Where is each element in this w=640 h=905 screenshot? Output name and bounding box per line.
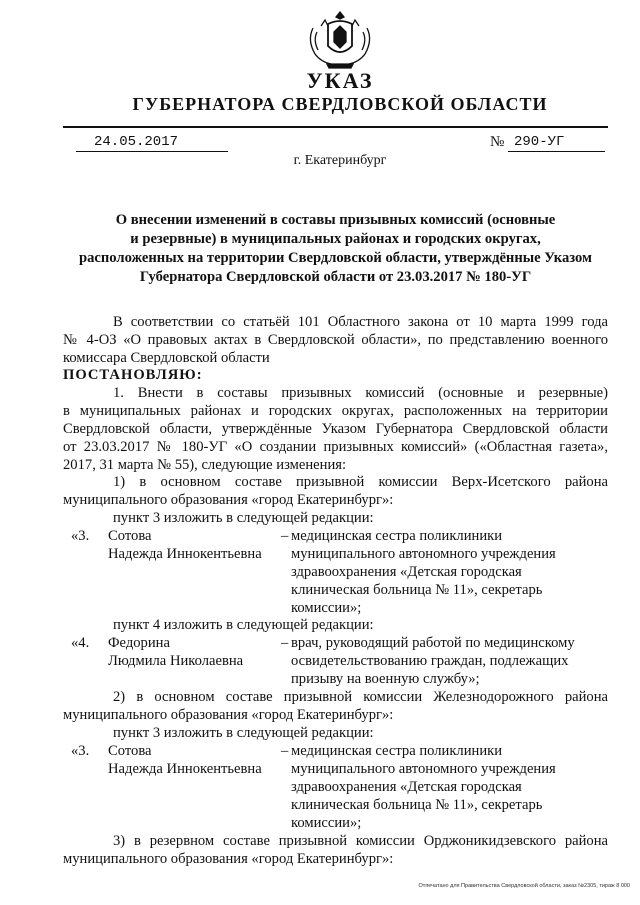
title-line: О внесении изменений в составы призывных комиссий (основные <box>115 212 556 228</box>
coat-of-arms-emblem <box>301 10 379 70</box>
entry-description-line: муниципального автономного учреждения <box>291 761 556 777</box>
issue-city: г. Екатеринбург <box>293 153 387 168</box>
document-title <box>63 211 608 287</box>
subparagraph-line: муниципального образования «город Екатеринбург»: <box>63 851 394 867</box>
item-instruction: пункт 3 изложить в следующей редакции: <box>113 725 374 741</box>
decree-heading: УКАЗ <box>306 68 374 93</box>
preamble-line: № 4-ОЗ «О правовых актах в Свердловской области», по представлению военного <box>63 332 608 348</box>
entry-given-name: Надежда Иннокентьевна <box>108 546 262 562</box>
entry-number: «3. <box>71 743 90 759</box>
entry-number: «4. <box>71 635 90 651</box>
entry-description-line: здравоохранения «Детская городская <box>291 779 522 795</box>
subparagraph-line: муниципального образования «город Екатеринбург»: <box>63 707 394 723</box>
title-line: и резервные) в муниципальных районах и городских округах, <box>130 231 541 247</box>
entry-description-line: освидетельствованию граждан, подлежащих <box>291 653 569 669</box>
paragraph-line: 1. Внести в составы призывных комиссий (основные и резервные) <box>113 385 608 401</box>
entry-description-line: комиссии»; <box>291 600 362 616</box>
entry-dash: – <box>281 743 289 759</box>
entry-surname: Сотова <box>108 528 152 544</box>
entry-description-line: призыву на военную службу»; <box>291 671 480 687</box>
item-instruction: пункт 3 изложить в следующей редакции: <box>113 510 374 526</box>
subparagraph-line: 2) в основном составе призывной комиссии Железнодорожного района <box>113 689 608 705</box>
entry-description-line: муниципального автономного учреждения <box>291 546 556 562</box>
entry-given-name: Людмила Николаевна <box>108 653 244 669</box>
entry-description-line: медицинская сестра поликлиники <box>291 528 503 544</box>
entry-surname: Сотова <box>108 743 152 759</box>
preamble-line: комиссара Свердловской области <box>63 350 270 366</box>
entry-dash: – <box>281 528 289 544</box>
entry-surname: Федорина <box>108 635 170 651</box>
preamble-line: В соответствии со статьёй 101 Областного закона от 10 марта 1999 года <box>113 314 608 330</box>
title-line: расположенных на территории Свердловской области, утверждённые Указом <box>79 250 592 266</box>
issuer-heading: ГУБЕРНАТОРА СВЕРДЛОВСКОЙ ОБЛАСТИ <box>132 94 548 114</box>
decree-date: 24.05.2017 <box>76 134 228 152</box>
paragraph-line: в муниципальных районах и городских округах, расположенных на территории <box>63 403 608 419</box>
decree-word: ПОСТАНОВЛЯЮ: <box>63 367 203 383</box>
subparagraph-line: 3) в резервном составе призывной комиссии Орджоникидзевского района <box>113 833 608 849</box>
subparagraph-line: муниципального образования «город Екатеринбург»: <box>63 492 394 508</box>
decree-number: 290-УГ <box>508 134 605 152</box>
subparagraph-line: 1) в основном составе призывной комиссии Верх-Исетского района <box>113 474 608 490</box>
print-footer: Отпечатано для Правительства Свердловской области, заказ №2305, тираж 8 000 <box>418 883 630 889</box>
title-line: Губернатора Свердловской области от 23.03.2017 № 180-УГ <box>139 269 532 285</box>
entry-number: «3. <box>71 528 90 544</box>
entry-description-line: комиссии»; <box>291 815 362 831</box>
entry-given-name: Надежда Иннокентьевна <box>108 761 262 777</box>
item-instruction: пункт 4 изложить в следующей редакции: <box>113 617 374 633</box>
entry-description-line: здравоохранения «Детская городская <box>291 564 522 580</box>
entry-description-line: медицинская сестра поликлиники <box>291 743 503 759</box>
header-divider <box>63 126 608 128</box>
paragraph-line: 2017, 31 марта № 55), следующие изменения: <box>63 457 347 473</box>
number-label: № <box>490 134 505 150</box>
entry-description-line: врач, руководящий работой по медицинскому <box>291 635 575 651</box>
entry-description-line: клиническая больница № 11», секретарь <box>291 582 543 598</box>
entry-description-line: клиническая больница № 11», секретарь <box>291 797 543 813</box>
paragraph-line: Свердловской области, утверждённые Указом Губернатора Свердловской области <box>63 421 608 437</box>
paragraph-line: от 23.03.2017 № 180-УГ «О создании призывных комиссий» («Областная газета», <box>63 439 608 455</box>
entry-dash: – <box>281 635 289 651</box>
